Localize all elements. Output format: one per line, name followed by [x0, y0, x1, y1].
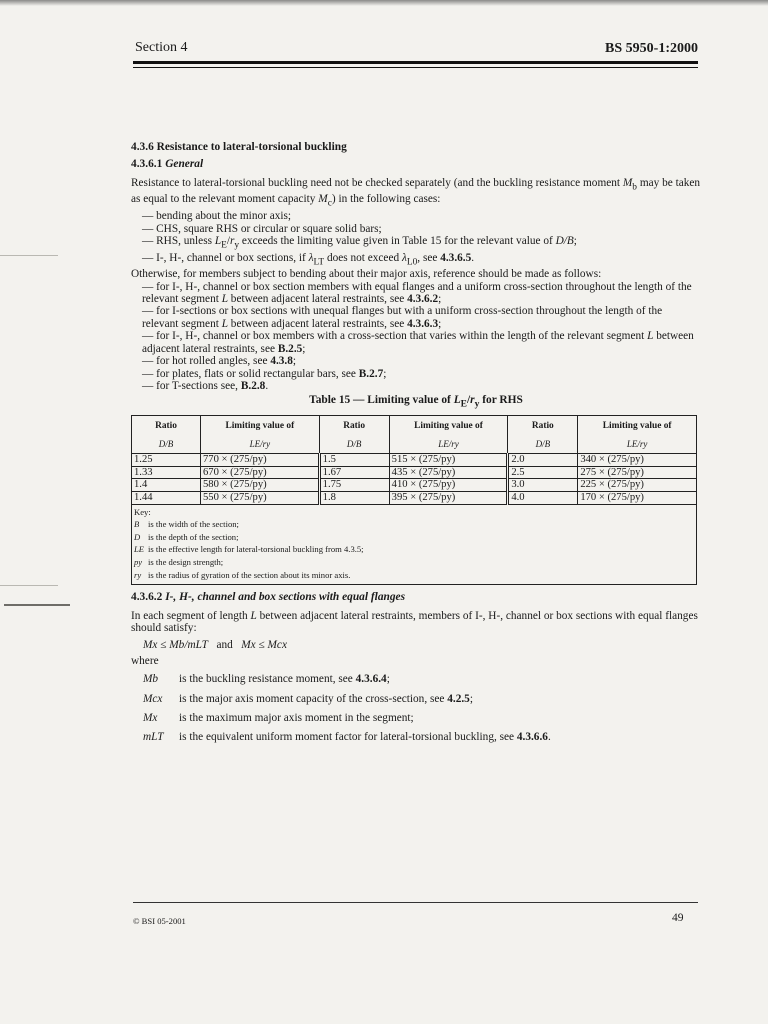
table-15-title: Table 15 — Limiting value of $L_E/r_y$ for RHS — [309, 394, 523, 410]
col-limit: Limiting value of LE/ry — [389, 416, 508, 454]
table-key-row — [132, 504, 697, 585]
col-ratio: Ratio D/B — [508, 416, 578, 454]
col-limit: Limiting value of LE/ry — [201, 416, 320, 454]
table-row: 1.44 550 × (275/py) 1.8 395 × (275/py) 4.0 170 × (275/py) — [132, 491, 697, 504]
reference-item: — for I-, H-, channel or box section members with equal flanges and a uniform cross-section throughout the length of the relevant segment L between adjacent lateral restraints, see 4.3.6.2; — [142, 280, 692, 306]
case-item: — I-, H-, channel or box sections, if $\lambda_{LT}$ does not exceed $\lambda_{L0}$, see 4.3.6.5. — [142, 251, 475, 267]
equation: Mx ≤ Mb/mLT and Mx ≤ Mcx — [143, 639, 287, 652]
heading-4-3-6-1: 4.3.6.1 General — [131, 158, 204, 171]
page-body — [131, 141, 701, 751]
scan-artifact-line — [4, 604, 70, 606]
key-item: py is the design strength; — [134, 556, 224, 567]
definition-item: mLT is the equivalent uniform moment factor for lateral-torsional buckling, see 4.3.6.6. — [143, 731, 551, 744]
reference-item: — for hot rolled angles, see 4.3.8; — [142, 355, 297, 368]
scan-artifact-line — [0, 585, 58, 586]
table-row: 1.4 580 × (275/py) 1.75 410 × (275/py) 3.0 225 × (275/py) — [132, 479, 697, 492]
definition-item: Mcx is the major axis moment capacity of the cross-section, see 4.2.5; — [143, 692, 473, 705]
reference-item: — for I-, H-, channel or box members with a cross-section that varies within the length of the relevant segment L between adjacent lateral restraints, see B.2.5; — [142, 330, 694, 355]
segment-paragraph: In each segment of length L between adjacent lateral restraints, members of I-, H-, channel or box sections with equal flanges should satisfy: — [131, 609, 698, 634]
key-item: D is the depth of the section; — [134, 531, 239, 542]
table-header-row — [132, 416, 697, 454]
heading-4-3-6: 4.3.6 Resistance to lateral-torsional buckling — [131, 141, 347, 153]
header-rule-thick — [133, 61, 698, 64]
reference-item: — for plates, flats or solid rectangular bars, see B.2.7; — [142, 367, 387, 380]
copyright: © BSI 05-2001 — [133, 916, 186, 926]
definition-item: Mb is the buckling resistance moment, see 4.3.6.4; — [143, 673, 390, 686]
header-rule-thin — [133, 67, 698, 68]
col-limit: Limiting value of LE/ry — [578, 416, 697, 454]
col-ratio: Ratio D/B — [132, 416, 201, 454]
key-item: LE is the effective length for lateral-torsional buckling from 4.3.5; — [134, 544, 364, 555]
reference-item: — for T-sections see, B.2.8. — [142, 379, 269, 392]
scan-top-edge — [0, 0, 768, 6]
intro-paragraph: Resistance to lateral-torsional buckling need not be checked separately (and the buckling resistance moment $M_b$ may be taken as equal to the relevant moment capacity $M_c$) in the following cases: — [131, 176, 701, 209]
definition-item: Mx is the maximum major axis moment in the segment; — [143, 711, 414, 724]
footer-rule — [133, 902, 698, 903]
table-row: 1.33 670 × (275/py) 1.67 435 × (275/py) 2.5 275 × (275/py) — [132, 466, 697, 479]
scan-artifact-line — [0, 255, 58, 256]
page-number: 49 — [672, 912, 684, 924]
key-item: B is the width of the section; — [134, 519, 239, 530]
standard-number: BS 5950-1:2000 — [605, 41, 698, 56]
otherwise-paragraph: Otherwise, for members subject to bending about their major axis, reference should be made as follows: — [131, 268, 602, 281]
definitions-list — [131, 673, 701, 744]
case-item: — RHS, unless $L_E/r_y$ exceeds the limiting value given in Table 15 for the relevant value of D/B; — [142, 234, 577, 251]
case-item: — bending about the minor axis; — [142, 210, 292, 223]
key-item: ry is the radius of gyration of the section about its minor axis. — [134, 569, 351, 580]
heading-4-3-6-2: 4.3.6.2 I-, H-, channel and box sections with equal flanges — [131, 591, 406, 604]
reference-item: — for I-sections or box sections with unequal flanges but with a uniform cross-section throughout the length of the relevant segment L between adjacent lateral restraints, see 4.3.6.3; — [142, 305, 663, 330]
key-title: Key: — [134, 506, 151, 517]
table-15 — [131, 415, 697, 585]
section-label: Section 4 — [135, 40, 188, 55]
page-header — [133, 38, 698, 60]
col-ratio: Ratio D/B — [319, 416, 389, 454]
table-row: 1.25 770 × (275/py) 1.5 515 × (275/py) 2.0 340 × (275/py) — [132, 454, 697, 467]
where-label: where — [131, 654, 159, 667]
case-item: — CHS, square RHS or circular or square solid bars; — [142, 222, 382, 235]
